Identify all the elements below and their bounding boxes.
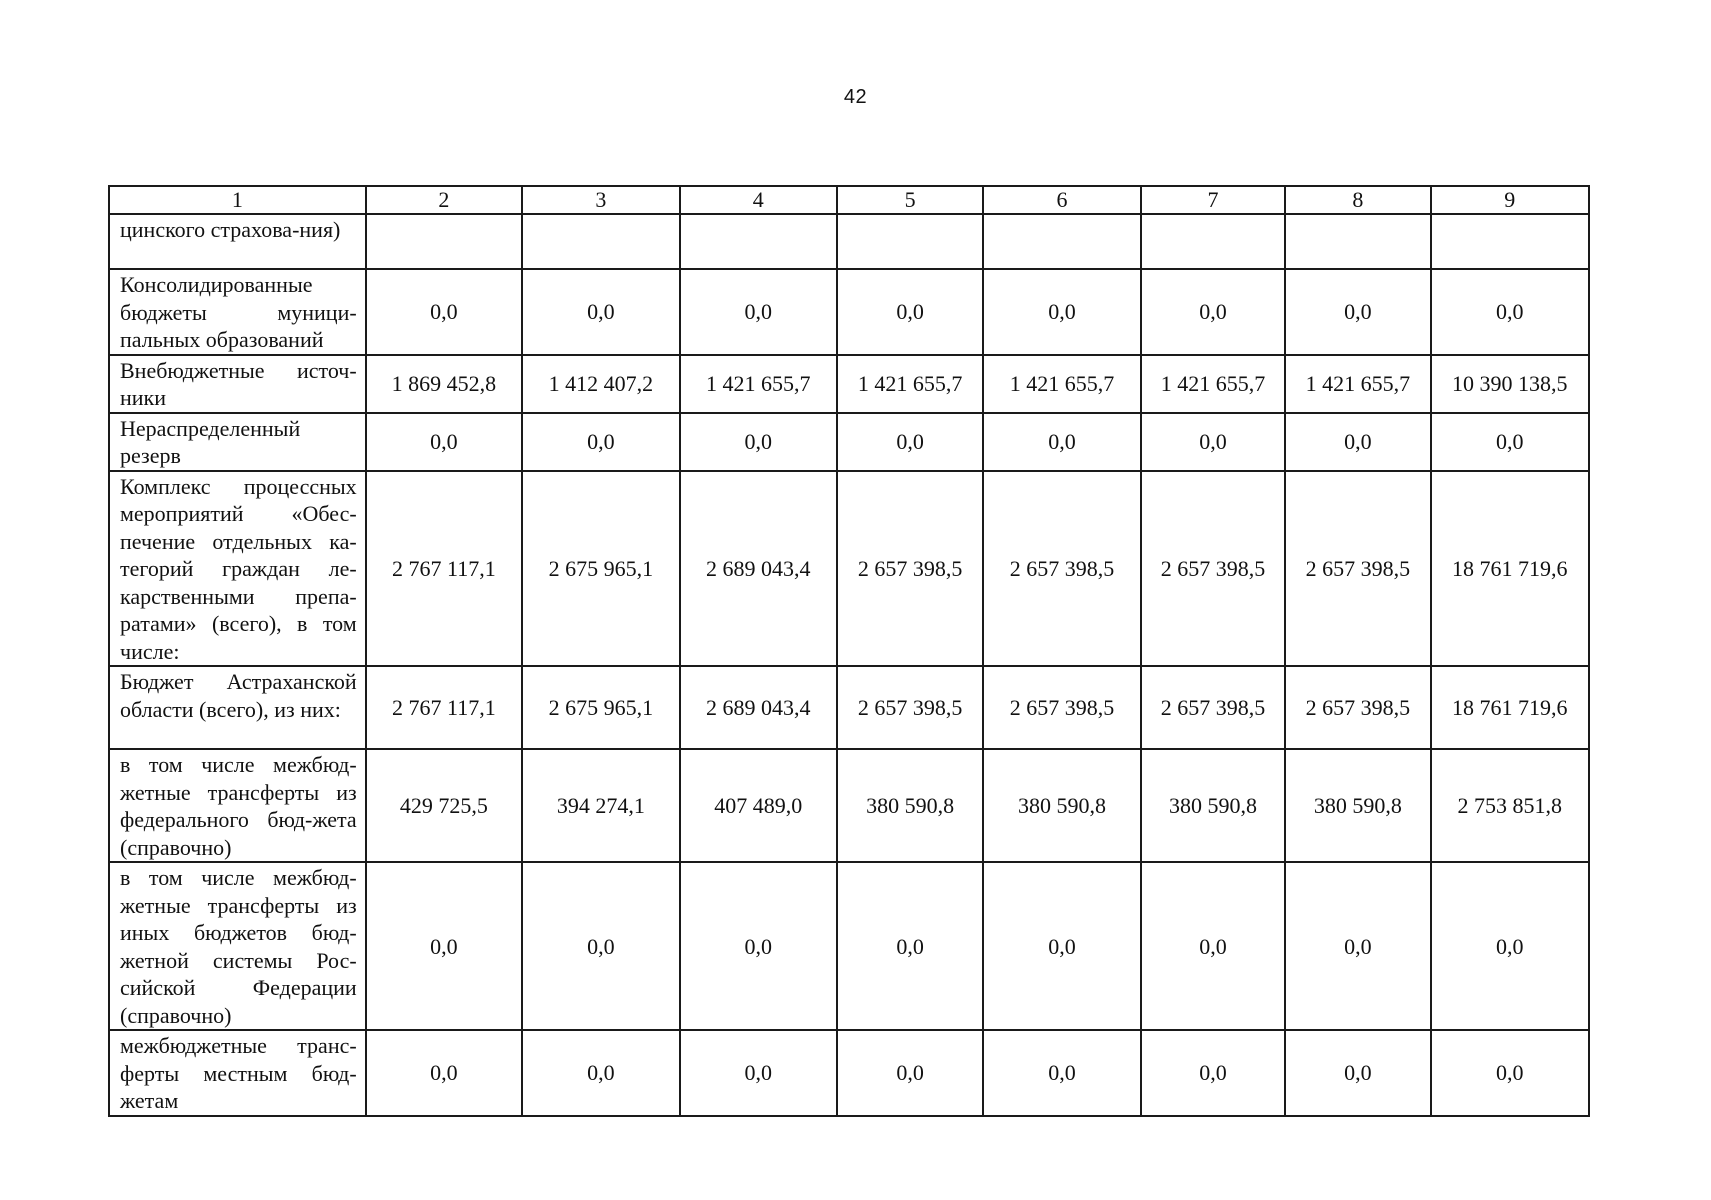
table-row [109, 214, 1589, 269]
table-cell: 18 761 719,6 [1431, 666, 1589, 749]
table-cell: 2 657 398,5 [1285, 666, 1430, 749]
table-cell [1431, 214, 1589, 269]
table-cell: 380 590,8 [1285, 749, 1430, 862]
table-row [109, 749, 1589, 862]
table-cell [1141, 214, 1285, 269]
table-cell: 0,0 [1141, 413, 1285, 471]
table-cell: 2 753 851,8 [1431, 749, 1589, 862]
table-cell: 380 590,8 [837, 749, 983, 862]
table-cell: 2 657 398,5 [1141, 471, 1285, 667]
table-cell: 1 869 452,8 [366, 355, 522, 413]
column-number-header: 7 [1141, 186, 1285, 214]
table-cell: 0,0 [366, 1030, 522, 1116]
column-number-header: 4 [680, 186, 837, 214]
table-cell: 0,0 [1285, 862, 1430, 1030]
table-cell: 0,0 [680, 269, 837, 355]
table-cell: 380 590,8 [983, 749, 1140, 862]
table-row [109, 471, 1589, 667]
table-cell: 0,0 [680, 413, 837, 471]
column-number-header: 3 [522, 186, 679, 214]
table-cell: 2 657 398,5 [837, 666, 983, 749]
table-cell [680, 214, 837, 269]
table-cell: 2 657 398,5 [983, 471, 1140, 667]
table-cell: 2 767 117,1 [366, 666, 522, 749]
table-cell: 394 274,1 [522, 749, 679, 862]
table-cell: 380 590,8 [1141, 749, 1285, 862]
table-row [109, 355, 1589, 413]
table-cell: 0,0 [366, 862, 522, 1030]
table-cell: 0,0 [983, 413, 1140, 471]
table-cell: 0,0 [837, 413, 983, 471]
table-cell: 1 421 655,7 [1141, 355, 1285, 413]
column-number-header: 5 [837, 186, 983, 214]
table-row [109, 1030, 1589, 1116]
page-number: 42 [843, 86, 868, 108]
table-cell: 2 657 398,5 [1141, 666, 1285, 749]
table-cell: 0,0 [680, 1030, 837, 1116]
table-cell: 1 421 655,7 [983, 355, 1140, 413]
row-label: Бюджет Астраханской области (всего), из них: [109, 666, 366, 749]
row-label: в том числе межбюд-жетные трансферты из федерального бюд-жета (справочно) [109, 749, 366, 862]
table-cell: 0,0 [680, 862, 837, 1030]
table-cell: 0,0 [1141, 1030, 1285, 1116]
table-cell: 0,0 [1285, 413, 1430, 471]
table-row [109, 413, 1589, 471]
table-cell: 0,0 [1431, 862, 1589, 1030]
table-cell: 0,0 [522, 269, 679, 355]
table-cell: 1 412 407,2 [522, 355, 679, 413]
table-cell: 0,0 [837, 862, 983, 1030]
table-cell: 1 421 655,7 [837, 355, 983, 413]
table-cell: 2 657 398,5 [1285, 471, 1430, 667]
table-cell: 18 761 719,6 [1431, 471, 1589, 667]
table-cell: 10 390 138,5 [1431, 355, 1589, 413]
table-cell: 0,0 [983, 862, 1140, 1030]
table-cell: 0,0 [983, 1030, 1140, 1116]
column-number-header: 9 [1431, 186, 1589, 214]
table-cell: 0,0 [522, 1030, 679, 1116]
table-cell: 429 725,5 [366, 749, 522, 862]
table-cell: 0,0 [1285, 269, 1430, 355]
table-row [109, 666, 1589, 749]
table-cell: 2 675 965,1 [522, 666, 679, 749]
table-cell: 0,0 [983, 269, 1140, 355]
table-cell: 1 421 655,7 [1285, 355, 1430, 413]
table-cell: 0,0 [1431, 269, 1589, 355]
row-label: Внебюджетные источ-ники [109, 355, 366, 413]
column-number-header: 1 [109, 186, 366, 214]
table-cell: 0,0 [1431, 413, 1589, 471]
table-cell: 0,0 [522, 862, 679, 1030]
table-row [109, 269, 1589, 355]
table-cell [983, 214, 1140, 269]
table-cell: 2 689 043,4 [680, 666, 837, 749]
table-cell: 0,0 [366, 413, 522, 471]
table-cell: 2 767 117,1 [366, 471, 522, 667]
table-cell: 0,0 [1141, 269, 1285, 355]
table-cell: 2 657 398,5 [983, 666, 1140, 749]
row-label: Нераспределенный резерв [109, 413, 366, 471]
row-label: в том числе межбюд-жетные трансферты из иных бюджетов бюд-жетной системы Рос-сийской Федерации (справочно) [109, 862, 366, 1030]
table-cell: 2 657 398,5 [837, 471, 983, 667]
table-cell: 407 489,0 [680, 749, 837, 862]
table-cell: 0,0 [522, 413, 679, 471]
table-cell [366, 214, 522, 269]
table-cell: 0,0 [1285, 1030, 1430, 1116]
table-cell: 0,0 [366, 269, 522, 355]
column-number-header: 6 [983, 186, 1140, 214]
table-cell [1285, 214, 1430, 269]
table-cell: 0,0 [837, 1030, 983, 1116]
row-label: Консолидированные бюджеты муници-пальных образований [109, 269, 366, 355]
table-header-row [109, 186, 1589, 214]
row-label: Комплекс процессных мероприятий «Обес-печение отдельных ка-тегорий граждан ле-карственными препа-ратами» (всего), в том числе: [109, 471, 366, 667]
table-cell: 0,0 [1141, 862, 1285, 1030]
budget-table [108, 185, 1590, 1117]
table-cell: 1 421 655,7 [680, 355, 837, 413]
table-cell [522, 214, 679, 269]
table-cell [837, 214, 983, 269]
column-number-header: 2 [366, 186, 522, 214]
table-cell: 2 689 043,4 [680, 471, 837, 667]
table-row [109, 862, 1589, 1030]
row-label: межбюджетные транс-ферты местным бюд-жетам [109, 1030, 366, 1116]
table-cell: 0,0 [837, 269, 983, 355]
row-label: цинского страхова-ния) [109, 214, 366, 269]
table-cell: 0,0 [1431, 1030, 1589, 1116]
table-cell: 2 675 965,1 [522, 471, 679, 667]
column-number-header: 8 [1285, 186, 1430, 214]
